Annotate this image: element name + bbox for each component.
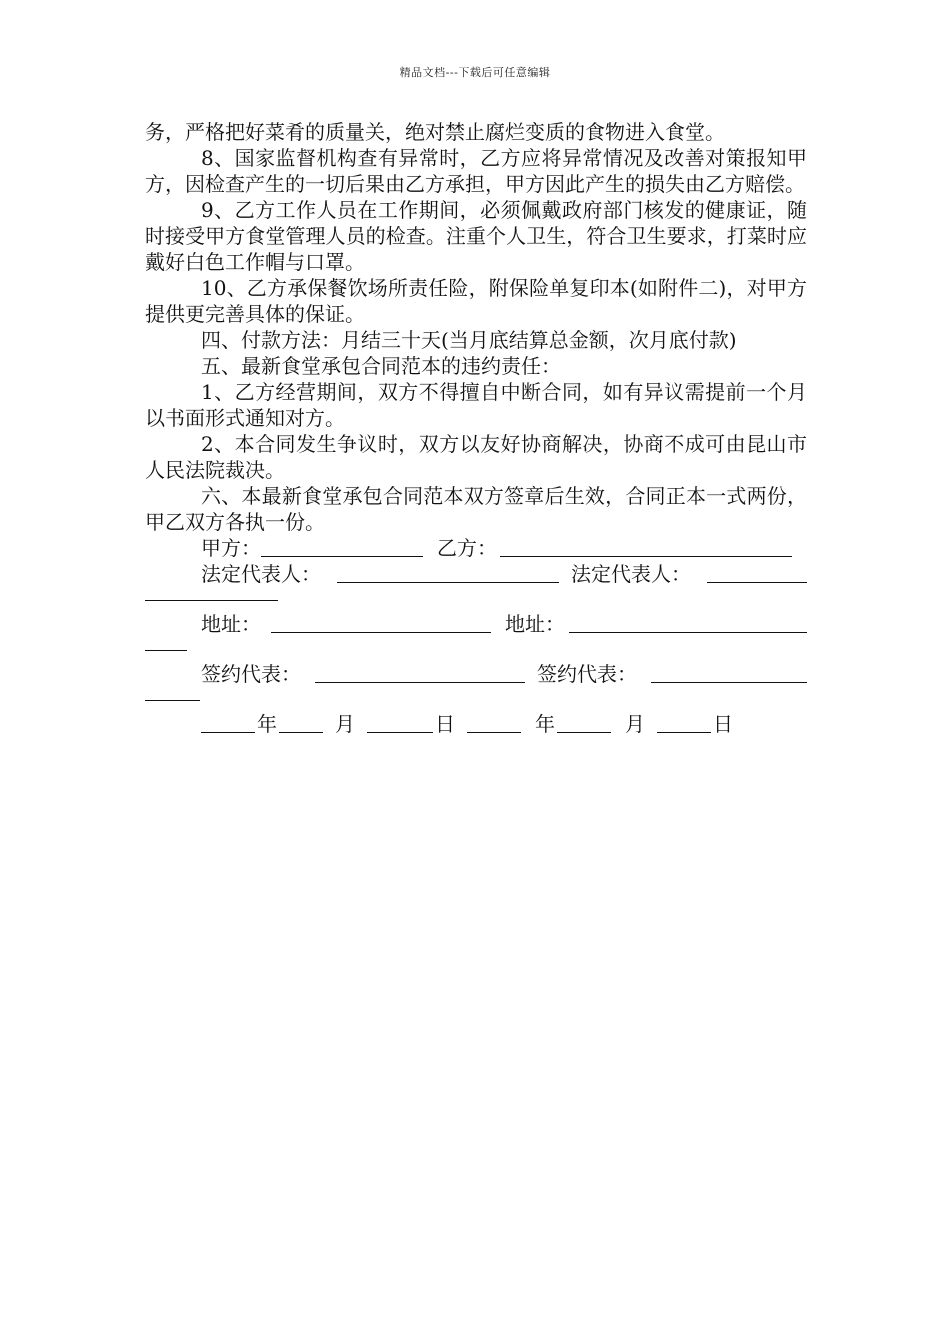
day-b-blank[interactable] bbox=[657, 713, 711, 733]
month-a-label: 月 bbox=[335, 712, 355, 736]
signing-rep-b-label: 签约代表： bbox=[537, 662, 637, 686]
paragraph-payment-method: 四、付款方法：月结三十天(当月底结算总金额，次月底付款) bbox=[201, 328, 737, 352]
signing-rep-b-blank-continued[interactable] bbox=[145, 681, 200, 701]
year-a-label: 年 bbox=[257, 712, 277, 736]
paragraph-effectiveness: 六、本最新食堂承包合同范本双方签章后生效，合同正本一式两份，甲乙双方各执一份。 bbox=[145, 484, 807, 534]
signature-date-row bbox=[145, 711, 807, 737]
signature-signing-rep-row bbox=[145, 661, 807, 687]
day-a-blank[interactable] bbox=[367, 713, 433, 733]
page-header: 精品文档---下载后可任意编辑 bbox=[399, 66, 551, 79]
day-a-label: 日 bbox=[435, 712, 455, 736]
address-a-blank[interactable] bbox=[271, 613, 491, 633]
signature-address-row bbox=[145, 611, 807, 637]
address-b-blank[interactable] bbox=[569, 613, 807, 633]
legal-rep-b-blank-continued[interactable] bbox=[145, 581, 278, 601]
signing-rep-a-label: 签约代表： bbox=[201, 662, 301, 686]
address-continuation bbox=[145, 637, 807, 661]
address-a-label: 地址： bbox=[201, 612, 261, 636]
party-a-blank[interactable] bbox=[261, 537, 423, 557]
address-b-blank-continued[interactable] bbox=[145, 631, 187, 651]
paragraph-clause-10: 10、乙方承保餐饮场所责任险，附保险单复印本(如附件二)，对甲方提供更完善具体的保证。 bbox=[145, 276, 807, 326]
paragraph-liability-heading: 五、最新食堂承包合同范本的违约责任： bbox=[201, 354, 561, 378]
paragraph-liability-2: 2、本合同发生争议时，双方以友好协商解决，协商不成可由昆山市人民法院裁决。 bbox=[145, 432, 807, 482]
party-a-label: 甲方： bbox=[201, 536, 261, 560]
paragraph-food-quality: 务，严格把好菜肴的质量关，绝对禁止腐烂变质的食物进入食堂。 bbox=[145, 120, 725, 144]
address-b-label: 地址： bbox=[505, 612, 565, 636]
year-b-blank[interactable] bbox=[467, 713, 521, 733]
legal-rep-a-blank[interactable] bbox=[337, 563, 559, 583]
legal-rep-continuation bbox=[145, 587, 807, 611]
year-a-blank[interactable] bbox=[201, 713, 255, 733]
year-b-label: 年 bbox=[535, 712, 555, 736]
paragraph-clause-8: 8、国家监督机构查有异常时，乙方应将异常情况及改善对策报知甲方，因检查产生的一切后果由乙方承担，甲方因此产生的损失由乙方赔偿。 bbox=[145, 146, 807, 196]
party-b-blank[interactable] bbox=[500, 537, 792, 557]
signing-rep-a-blank[interactable] bbox=[315, 663, 525, 683]
legal-rep-a-label: 法定代表人： bbox=[201, 562, 321, 586]
month-b-blank[interactable] bbox=[557, 713, 611, 733]
month-a-blank[interactable] bbox=[279, 713, 323, 733]
signature-party-row bbox=[145, 535, 807, 561]
signing-rep-continuation bbox=[145, 687, 807, 711]
party-b-label: 乙方： bbox=[437, 536, 497, 560]
contract-body bbox=[145, 119, 807, 737]
legal-rep-b-label: 法定代表人： bbox=[571, 562, 691, 586]
signing-rep-b-blank[interactable] bbox=[651, 663, 807, 683]
legal-rep-b-blank[interactable] bbox=[707, 563, 807, 583]
day-b-label: 日 bbox=[713, 712, 733, 736]
paragraph-liability-1: 1、乙方经营期间，双方不得擅自中断合同，如有异议需提前一个月以书面形式通知对方。 bbox=[145, 380, 807, 430]
month-b-label: 月 bbox=[625, 712, 645, 736]
paragraph-clause-9: 9、乙方工作人员在工作期间，必须佩戴政府部门核发的健康证，随时接受甲方食堂管理人员的检查。注重个人卫生，符合卫生要求，打菜时应戴好白色工作帽与口罩。 bbox=[145, 198, 807, 274]
